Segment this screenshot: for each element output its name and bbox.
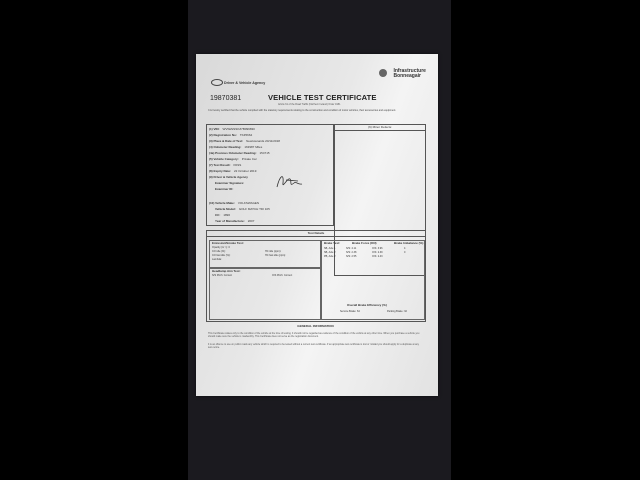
vehicle-field-key: Year of Manufacture:	[215, 219, 245, 223]
vehicle-field-value: 154715	[259, 151, 270, 155]
service-brake: Service Brake: 64	[340, 310, 360, 313]
general-info-body	[208, 332, 422, 349]
vehicle-field	[215, 213, 230, 217]
vehicle-field-value: VOLKSWAGEN	[237, 201, 260, 205]
vehicle-field	[209, 151, 270, 155]
infra-name-en: Infrastructure	[393, 68, 426, 74]
vehicle-field-key: CC:	[215, 213, 221, 217]
hc-fast-label: HC fast idle (ppm):	[265, 254, 286, 257]
agency-name: Driver & Vehicle Agency	[224, 80, 266, 85]
vehicle-test-certificate	[196, 54, 438, 396]
brake-ns: N/S: 2.38	[346, 251, 357, 254]
vehicle-field-key: (4a) Previous Odometer Reading:	[209, 151, 257, 155]
lambda-label: Lambda:	[212, 258, 222, 261]
parking-brake: Parking Brake: 32	[387, 310, 407, 313]
opacity-label: Opacity (m⁻¹):	[212, 246, 228, 249]
vehicle-field-value: PASS	[233, 163, 242, 167]
brake-os: O/S: 3.96	[372, 247, 383, 250]
brake-ns: N/S: 2.55	[346, 255, 357, 258]
certificate-subtitle: Article 61 of the Road Traffic (Northern Ireland) Order 1981	[278, 103, 341, 106]
general-info-p2: It is an offence to use on public roads any vehicle which is required to be tested without a current test certificate. If an appropriate test certificate is lost or mislaid you should apply for a duplicate at any test centre.	[208, 343, 419, 350]
brake-os: O/S: 2.39	[372, 251, 383, 254]
co-fast-label: CO fast idle (%):	[212, 254, 231, 257]
vehicle-field-key: Examiner Signature:	[215, 181, 245, 185]
vehicle-field-value: WVWZZZ1KZ7B099830	[222, 127, 255, 131]
vehicle-field-value: 22 October 2019	[234, 169, 257, 173]
vehicle-field-value: 163987 Miles	[244, 145, 263, 149]
vehicle-field-key: (2) Registration No:	[209, 133, 237, 137]
brake-imbalance-label: Brake Imbalance (%)	[394, 241, 424, 245]
test-details-label: Test Details	[207, 231, 425, 237]
vehicle-field-key: Examiner ID:	[215, 187, 234, 191]
vehicle-field-value: GOLF MATCH TDI 105	[238, 207, 270, 211]
brake-axle: PB, Axle 2	[324, 255, 336, 258]
vehicle-field-key: (9) Driver & Vehicle Agency	[209, 175, 248, 179]
os-pitch: O/S Pitch: Correct	[272, 274, 293, 277]
vehicle-field	[209, 127, 255, 131]
vehicle-fields-box	[206, 124, 334, 226]
vehicle-field-value: 2007	[247, 219, 255, 223]
test-details-box	[206, 230, 426, 322]
vehicle-field-key: (8) Expiry Date:	[209, 169, 232, 173]
opacity-value: 0	[228, 246, 230, 249]
vehicle-field-key: (7) Test Result:	[209, 163, 231, 167]
vehicle-field-key: (1) VIN:	[209, 127, 220, 131]
vehicle-field	[209, 157, 257, 161]
general-info-p1: This Certificate relates only to the condition of the vehicle at the time of testing. It should not be regarded as evidence of the condition of the vehicle at any other time. When you purchase a vehicle you should make sure the vehicle is roadworthy. This Certificate does not serve as the registration document.	[208, 332, 420, 339]
vehicle-field-value: Private Car	[241, 157, 257, 161]
brake-imb: 0	[404, 251, 406, 254]
hc-idle-label: HC idle (ppm):	[265, 250, 282, 253]
vehicle-field	[209, 139, 280, 143]
brake-ns: N/S: 4.11	[346, 247, 357, 250]
infrastructure-logo	[379, 69, 426, 87]
vehicle-field-key: Vehicle Model:	[215, 207, 236, 211]
vehicle-field-key: (4) Odometer Reading:	[209, 145, 242, 149]
dva-logo	[211, 74, 265, 92]
headlamp-label: Headlamp Aim Test:	[212, 269, 241, 273]
minor-defects-label: (6) Minor Defects:	[335, 125, 425, 131]
vehicle-field-value: TKZ5664	[239, 133, 253, 137]
vehicle-field	[215, 219, 254, 223]
vehicle-field	[209, 145, 262, 149]
brake-axle: SB, Axle 2	[324, 251, 336, 254]
vehicle-field	[215, 187, 236, 191]
vehicle-field	[215, 181, 247, 185]
emission-label: Emission/Smoke Test:	[212, 241, 244, 245]
emission-box	[209, 240, 321, 268]
infra-name-ga: Bonneagair	[393, 73, 421, 79]
certificate-title: VEHICLE TEST CERTIFICATE	[268, 93, 377, 102]
ns-pitch: N/S Pitch: Correct	[212, 274, 233, 277]
vehicle-field	[209, 175, 251, 179]
headlamp-box	[209, 268, 321, 320]
vehicle-field-key: (10) Vehicle Make:	[209, 201, 235, 205]
vehicle-field	[209, 169, 256, 173]
examiner-signature	[274, 171, 306, 191]
brake-force-label: Brake Force (KN)	[352, 241, 377, 245]
crest-icon	[379, 69, 387, 77]
vehicle-field-value: Newtownards 20/11/2018	[246, 139, 280, 143]
opacity-row	[212, 246, 230, 249]
vehicle-field-value: 1896	[223, 213, 231, 217]
vehicle-field	[209, 163, 241, 167]
vehicle-field	[209, 133, 252, 137]
co-idle-label: CO idle (%):	[212, 250, 226, 253]
brake-test-box	[321, 240, 425, 320]
vehicle-field-key: (3) Place & Date of Test:	[209, 139, 244, 143]
overall-brake-label: Overall Brake Efficiency (%)	[347, 303, 387, 307]
brake-imb: 4	[404, 247, 406, 250]
vehicle-field	[209, 201, 259, 205]
dva-logo-icon	[211, 79, 223, 86]
vehicle-field	[215, 207, 270, 211]
brake-os: O/S: 2.43	[372, 255, 383, 258]
brake-axle: SB, Axle 1	[324, 247, 336, 250]
certificate-serial: 19870381	[210, 95, 242, 102]
general-info-heading: GENERAL INFORMATION	[297, 324, 334, 328]
certificate-intro: It is hereby certified that the vehicle complied with the statutory requirements relating to the construction and condition of motor vehicles, their accessories and equipment.	[208, 109, 397, 112]
vehicle-field-key: (5) Vehicle Category:	[209, 157, 239, 161]
brake-test-label: Brake Test:	[324, 241, 341, 245]
